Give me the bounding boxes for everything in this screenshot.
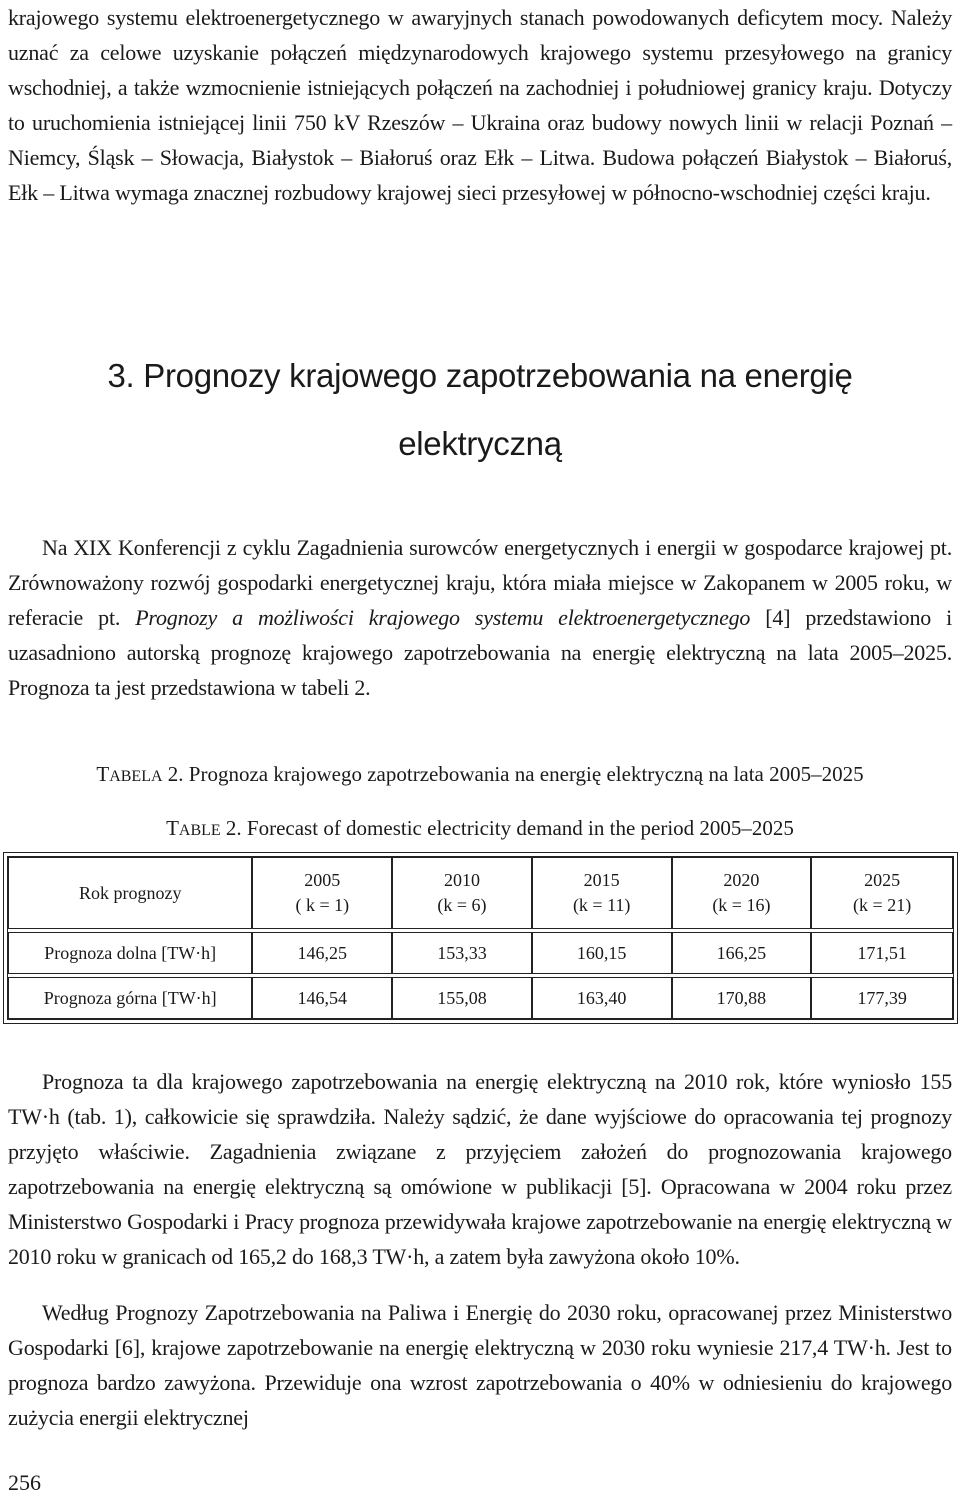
paragraph-2-text-a: Na XIX Konferencji z cyklu Zagadnienia surowców energetycznych i energii w gospodarce krajowej pt. Zrównoważony rozwój gospodarki energetycznej kraju, która miała miejsce w Zakopanem w 2005 roku, w referacie pt. (8, 535, 952, 630)
table-caption-en-label-first: T (166, 816, 179, 840)
paragraph-2-text-b: [4] przedstawiono i uzasadniono autorską prognozę krajowego zapotrzebowania na energię elektryczną na lata 2005–2025. Prognoza ta jest przedstawiona w tabeli 2. (8, 605, 952, 700)
section-heading-line1: 3. Prognozy krajowego zapotrzebowania na energię (107, 357, 853, 394)
header-k: ( k = 1) (295, 895, 350, 915)
table-header-cell (252, 857, 392, 929)
header-year: 2010 (443, 870, 480, 890)
paragraph-2 (8, 530, 952, 705)
header-k: (k = 6) (437, 895, 487, 915)
table-cell: 171,51 (811, 932, 953, 974)
table-caption-pl (0, 760, 960, 791)
header-k: (k = 16) (712, 895, 771, 915)
section-heading (0, 342, 960, 478)
table-cell: 146,54 (252, 977, 392, 1019)
table-header-label: Rok prognozy (8, 857, 252, 929)
intro-paragraph: krajowego systemu elektroenergetycznego w awaryjnych stanach powodowanych deficytem mocy. Należy uznać za celowe uzyskanie połączeń międzynarodowych krajowego systemu przesyłowego na granicy wschodniej, a także wzmocnienie istniejących połączeń na zachodniej i południowej granicy kraju. Dotyczy to uruchomienia istniejącej linii 750 kV Rzeszów – Ukraina oraz budowy nowych linii w relacji Poznań – Niemcy, Śląsk – Słowacja, Białystok – Białoruś oraz Ełk – Litwa. Budowa połączeń Białystok – Białoruś, Ełk – Litwa wymaga znacznej rozbudowy krajowej sieci przesyłowej w północno-wschodniej części kraju. (8, 5, 952, 205)
table-caption-pl-text: 2. Prognoza krajowego zapotrzebowania na energię elektryczną na lata 2005–2025 (162, 762, 864, 786)
table-cell: 160,15 (532, 932, 672, 974)
row-label: Prognoza górna [TW·h] (8, 977, 252, 1019)
table-header-cell (532, 857, 672, 929)
table-cell: 163,40 (532, 977, 672, 1019)
header-year: 2015 (583, 870, 620, 890)
header-k: (k = 11) (572, 895, 631, 915)
page-number: 256 (8, 1470, 41, 1495)
header-year: 2005 (304, 870, 341, 890)
table-cell: 153,33 (392, 932, 532, 974)
table-header-cell (672, 857, 812, 929)
table-header-cell (811, 857, 953, 929)
table-caption-en-text: 2. Forecast of domestic electricity demand in the period 2005–2025 (220, 816, 794, 840)
table-cell: 155,08 (392, 977, 532, 1019)
table-caption-en (0, 814, 960, 845)
forecast-table (7, 856, 954, 1020)
paragraph-2-italic-title: Prognozy a możliwości krajowego systemu elektroenergetycznego (135, 605, 751, 630)
section-heading-line2: elektryczną (398, 425, 562, 462)
table-header-cell (392, 857, 532, 929)
table-row (8, 932, 953, 974)
header-year: 2025 (864, 870, 901, 890)
table-row (8, 977, 953, 1019)
header-k: (k = 21) (853, 895, 912, 915)
table-caption-en-label-rest: ABLE (178, 822, 221, 839)
table-caption-pl-label-rest: ABELA (109, 768, 163, 785)
header-year: 2020 (723, 870, 760, 890)
table-cell: 170,88 (672, 977, 812, 1019)
paragraph-4: Według Prognozy Zapotrzebowania na Paliwa i Energię do 2030 roku, opracowanej przez Ministerstwo Gospodarki [6], krajowe zapotrzebowanie na energię elektryczną w 2030 roku wyniesie 217,4 TW·h. Jest to prognoza bardzo zawyżona. Przewiduje ona wzrost zapotrzebowania o 40% w odniesieniu do krajowego zużycia energii elektrycznej (8, 1300, 952, 1430)
table-cell: 166,25 (672, 932, 812, 974)
table-header-row (8, 857, 953, 929)
row-label: Prognoza dolna [TW·h] (8, 932, 252, 974)
table-cell: 146,25 (252, 932, 392, 974)
paragraph-3: Prognoza ta dla krajowego zapotrzebowania na energię elektryczną na 2010 rok, które wyniosło 155 TW·h (tab. 1), całkowicie się sprawdziła. Należy sądzić, że dane wyjściowe do opracowania tej prognozy przyjęto właściwie. Zagadnienia związane z przyjęciem założeń do prognozowania krajowego zapotrzebowania na energię elektryczną są omówione w publikacji [5]. Opracowana w 2004 roku przez Ministerstwo Gospodarki i Pracy prognoza przewidywała krajowe zapotrzebowanie na energię elektryczną w 2010 roku w granicach od 165,2 do 168,3 TW·h, a zatem była zawyżona około 10%. (8, 1069, 952, 1269)
table-cell: 177,39 (811, 977, 953, 1019)
table-caption-pl-label-first: T (96, 762, 110, 786)
